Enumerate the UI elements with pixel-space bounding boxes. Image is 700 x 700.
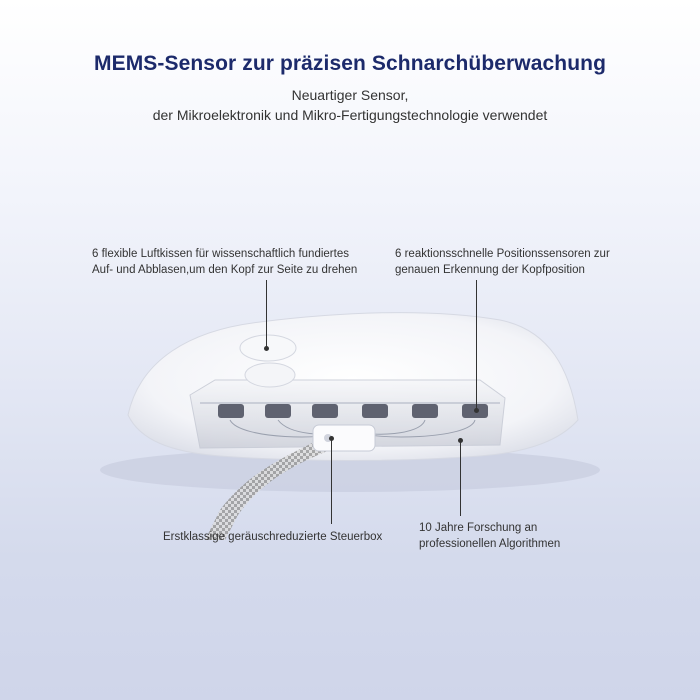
- control-box: [313, 425, 375, 451]
- callout-air-cushions-line-1: 6 flexible Luftkissen für wissenschaftlich fundiertes: [92, 248, 349, 260]
- callout-algorithms-line-1: 10 Jahre Forschung an: [419, 522, 538, 534]
- subtitle-line-1: Neuartiger Sensor,: [291, 87, 409, 103]
- callout-control-box: [163, 529, 382, 545]
- callout-air-cushions: [92, 246, 357, 278]
- callout-position-sensors-line-1: 6 reaktionsschnelle Positionssensoren zur: [395, 248, 610, 260]
- callout-algorithms: [419, 520, 560, 552]
- callout-algorithms-line-2: professionellen Algorithmen: [419, 538, 561, 550]
- callout-air-cushions-dot: [264, 346, 269, 351]
- callout-algorithms-dot: [458, 438, 463, 443]
- callout-control-box-leader: [331, 438, 332, 524]
- callout-position-sensors-dot: [474, 408, 479, 413]
- callout-air-cushions-line-2: Auf- und Abblasen,um den Kopf zur Seite zu drehen: [92, 264, 358, 276]
- callout-control-box-line-1: Erstklassige geräuschreduzierte Steuerbox: [163, 531, 383, 543]
- callout-control-box-dot: [329, 436, 334, 441]
- callout-position-sensors: [395, 246, 610, 278]
- subtitle-line-2: der Mikroelektronik und Mikro-Fertigungstechnologie verwendet: [152, 107, 548, 123]
- callout-position-sensors-line-2: genauen Erkennung der Kopfposition: [395, 264, 585, 276]
- callout-algorithms-leader: [460, 440, 461, 516]
- callout-position-sensors-leader: [476, 280, 477, 410]
- callout-air-cushions-leader: [266, 280, 267, 348]
- page-title: MEMS-Sensor zur präzisen Schnarchüberwachung: [94, 52, 606, 75]
